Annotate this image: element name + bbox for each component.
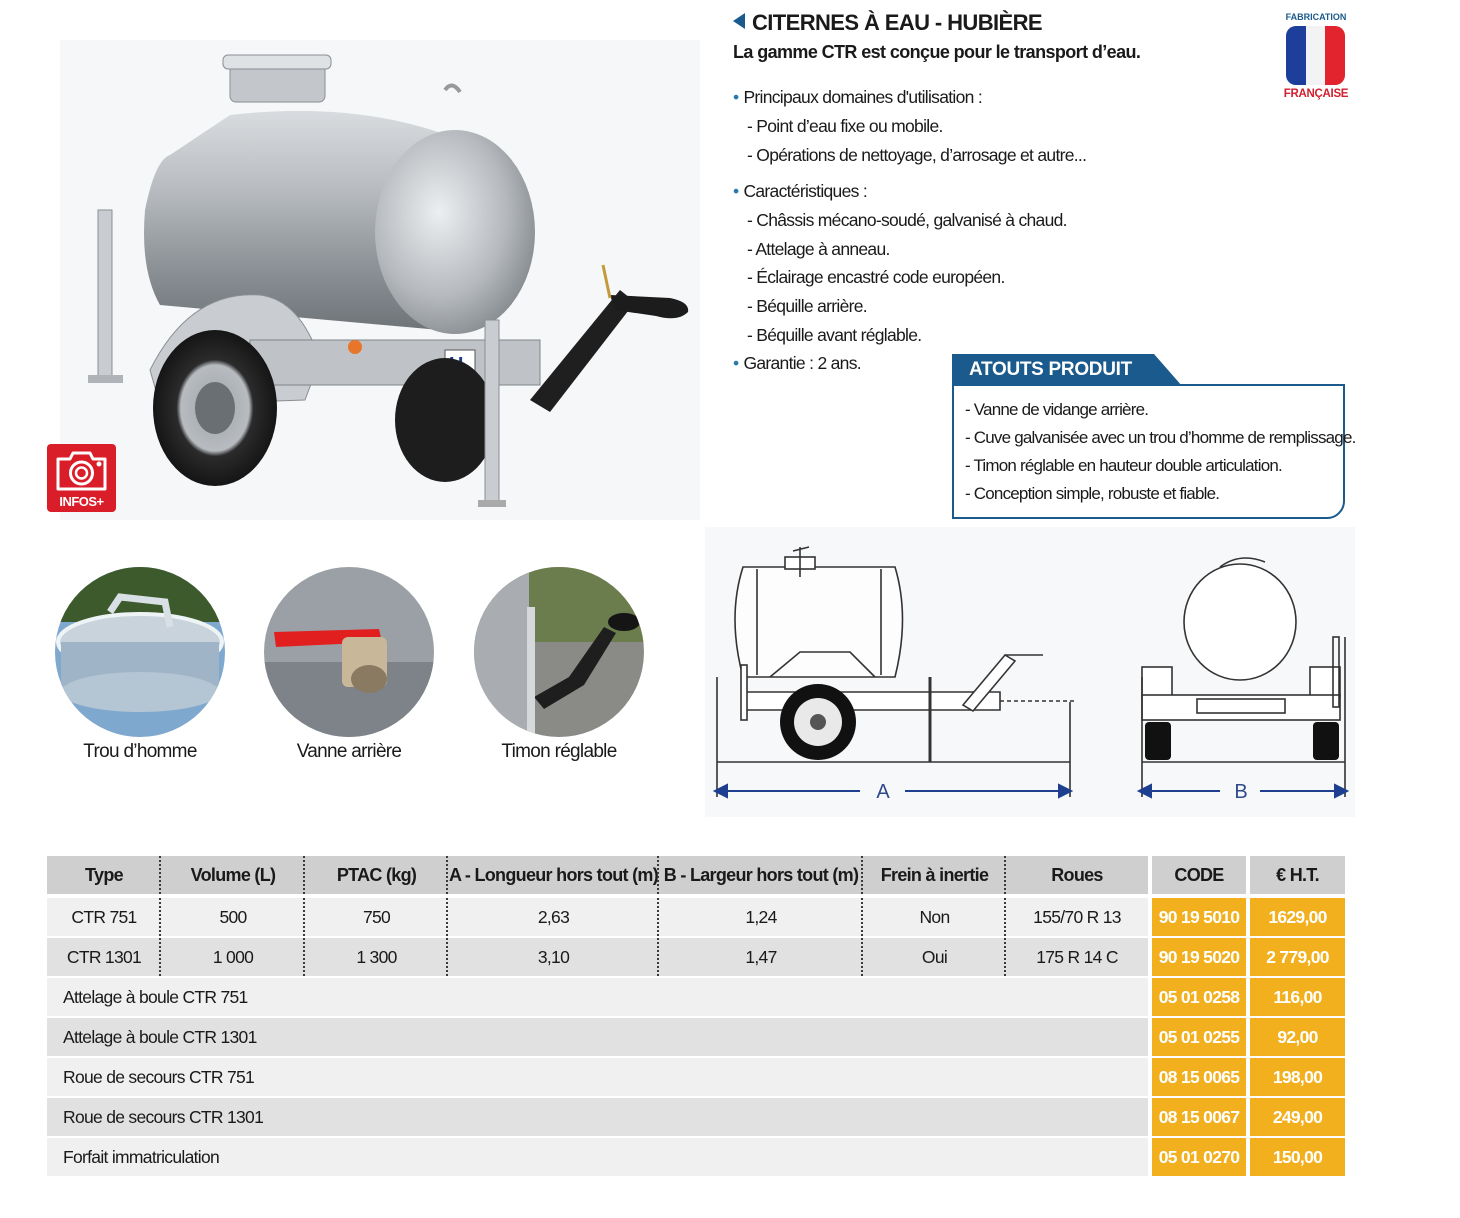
infos-plus-button[interactable] — [47, 444, 116, 512]
triangle-left-icon — [733, 13, 745, 29]
technical-drawings — [705, 527, 1355, 817]
cell-length: 3,10 — [448, 938, 659, 976]
col-header-price: € H.T. — [1250, 856, 1345, 894]
accessory-row — [47, 1098, 1345, 1136]
usage-heading: • Principaux domaines d'utilisation : — [733, 87, 982, 108]
spec-item: - Béquille arrière. — [747, 296, 867, 316]
accessory-code: 05 01 0270 — [1152, 1138, 1246, 1176]
accessory-price: 92,00 — [1250, 1018, 1345, 1056]
detail-adjustable-drawbar — [474, 567, 644, 763]
detail-photo-manhole — [55, 567, 225, 737]
accessory-price: 198,00 — [1250, 1058, 1345, 1096]
accessory-code: 05 01 0255 — [1152, 1018, 1246, 1056]
page-title — [733, 10, 1042, 36]
accessory-label: Forfait immatriculation — [47, 1138, 1148, 1176]
accessory-price: 116,00 — [1250, 978, 1345, 1016]
accessory-label: Attelage à boule CTR 1301 — [47, 1018, 1148, 1056]
accessory-label: Roue de secours CTR 751 — [47, 1058, 1148, 1096]
detail-photo-adjustable-drawbar — [474, 567, 644, 737]
infos-plus-label: INFOS+ — [59, 494, 104, 509]
cell-ptac: 750 — [305, 898, 448, 936]
accessory-row — [47, 978, 1345, 1016]
atouts-produit-box — [952, 384, 1356, 519]
cell-volume: 500 — [161, 898, 305, 936]
cell-price: 2 779,00 — [1250, 938, 1345, 976]
col-header-code: CODE — [1152, 856, 1246, 894]
spec-item: - Châssis mécano-soudé, galvanisé à chaud. — [747, 210, 1067, 230]
usage-item: - Point d’eau fixe ou mobile. — [747, 116, 943, 136]
spec-item: - Béquille avant réglable. — [747, 325, 922, 345]
dimension-diagram — [705, 527, 1355, 817]
cell-brake: Oui — [863, 938, 1006, 976]
col-header-brake: Frein à inertie — [863, 856, 1006, 894]
cell-code: 90 19 5010 — [1152, 898, 1246, 936]
atouts-produit-tab — [952, 354, 1182, 386]
accessory-row — [47, 1018, 1345, 1056]
cell-ptac: 1 300 — [305, 938, 448, 976]
detail-caption: Vanne arrière — [296, 741, 402, 762]
atouts-produit-title: ATOUTS PRODUIT — [969, 359, 1132, 380]
product-photo-water-tank-trailer — [60, 40, 700, 520]
accessory-price: 150,00 — [1250, 1138, 1345, 1176]
accessory-code: 08 15 0067 — [1152, 1098, 1246, 1136]
cell-type: CTR 751 — [47, 898, 161, 936]
cell-type: CTR 1301 — [47, 938, 161, 976]
cell-length: 2,63 — [448, 898, 659, 936]
detail-caption: Trou d’homme — [83, 741, 197, 762]
detail-rear-valve — [264, 567, 434, 763]
table-row — [47, 898, 1345, 936]
table-row — [47, 938, 1345, 976]
atout-item: - Timon réglable en hauteur double articulation. — [965, 456, 1282, 475]
detail-manhole — [55, 567, 225, 763]
atout-item: - Cuve galvanisée avec un trou d’homme de remplissage. — [965, 428, 1356, 447]
accessory-label: Roue de secours CTR 1301 — [47, 1098, 1148, 1136]
atout-item: - Conception simple, robuste et fiable. — [965, 484, 1220, 503]
table-header-row — [47, 856, 1345, 894]
dimension-a-label: A — [876, 781, 890, 803]
accessory-row — [47, 1058, 1345, 1096]
atout-item: - Vanne de vidange arrière. — [965, 400, 1149, 419]
warranty: • Garantie : 2 ans. — [733, 353, 861, 374]
accessory-label: Attelage à boule CTR 751 — [47, 978, 1148, 1016]
specs-heading: • Caractéristiques : — [733, 181, 867, 202]
water-tank-trailer-illustration — [60, 40, 700, 520]
col-header-type: Type — [47, 856, 161, 894]
col-header-length: A - Longueur hors tout (m) — [448, 856, 659, 894]
col-header-ptac: PTAC (kg) — [305, 856, 448, 894]
cell-wheels: 175 R 14 C — [1006, 938, 1148, 976]
accessory-row — [47, 1138, 1345, 1176]
cell-width: 1,24 — [659, 898, 863, 936]
col-header-volume: Volume (L) — [161, 856, 305, 894]
camera-icon — [54, 449, 109, 491]
french-flag-icon — [1286, 26, 1345, 85]
fabrication-label-top: FABRICATION — [1285, 12, 1347, 22]
accessory-code: 08 15 0065 — [1152, 1058, 1246, 1096]
cell-code: 90 19 5020 — [1152, 938, 1246, 976]
dimension-b-label: B — [1234, 781, 1248, 803]
cell-width: 1,47 — [659, 938, 863, 976]
spec-item: - Attelage à anneau. — [747, 239, 890, 259]
accessory-code: 05 01 0258 — [1152, 978, 1246, 1016]
page-subtitle: La gamme CTR est conçue pour le transport d’eau. — [733, 42, 1141, 62]
page-title-text: CITERNES À EAU - HUBIÈRE — [752, 10, 1042, 35]
cell-price: 1629,00 — [1250, 898, 1345, 936]
accessory-price: 249,00 — [1250, 1098, 1345, 1136]
col-header-width: B - Largeur hors tout (m) — [659, 856, 863, 894]
cell-brake: Non — [863, 898, 1006, 936]
col-header-wheels: Roues — [1006, 856, 1148, 894]
detail-photo-rear-valve — [264, 567, 434, 737]
usage-item: - Opérations de nettoyage, d’arrosage et autre... — [747, 145, 1087, 165]
spec-item: - Éclairage encastré code européen. — [747, 267, 1005, 287]
cell-volume: 1 000 — [161, 938, 305, 976]
detail-caption: Timon réglable — [501, 741, 617, 762]
cell-wheels: 155/70 R 13 — [1006, 898, 1148, 936]
fabrication-label-bottom: FRANÇAISE — [1283, 88, 1349, 100]
